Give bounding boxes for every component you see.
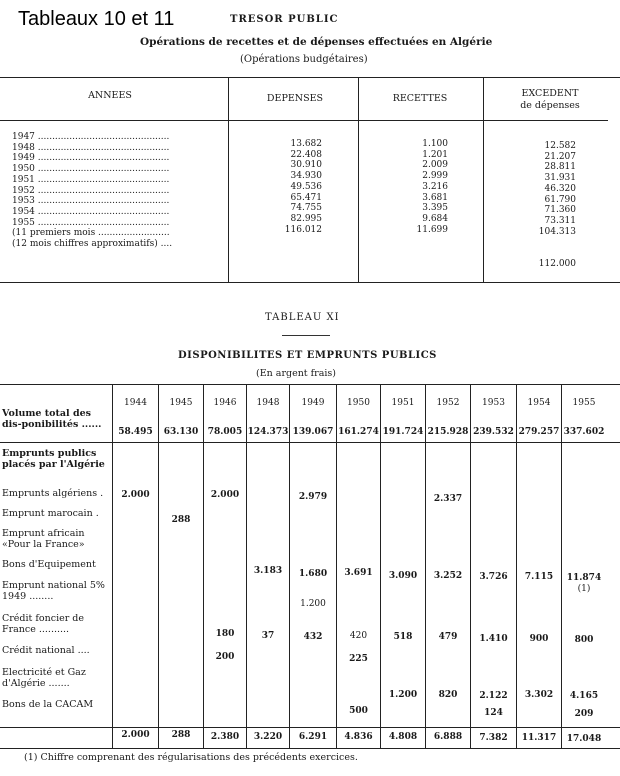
year-header: 1946 xyxy=(213,398,237,408)
table-rule xyxy=(0,442,620,443)
row-label: Electricité et Gaz d'Algérie ....... xyxy=(2,667,86,689)
excedent-cell: 73.311 xyxy=(544,215,576,226)
total-cell: 4.836 xyxy=(344,732,373,742)
year-header: 1954 xyxy=(527,398,551,408)
year-row: 1955 .............................................. xyxy=(12,217,170,228)
table-cell: 1.200 xyxy=(388,690,418,700)
year-row: 1948 .............................................. xyxy=(12,142,170,153)
footnote-ref: (1) xyxy=(577,584,591,594)
depenses-column xyxy=(256,139,322,235)
tresor-table xyxy=(0,77,620,283)
year-header: 1950 xyxy=(347,398,370,408)
total-cell: 288 xyxy=(171,730,191,740)
row-label: Emprunts algériens . xyxy=(2,488,104,499)
excedent-cell: 21.207 xyxy=(544,151,576,162)
excedent-cell: 46.320 xyxy=(544,183,576,194)
volume-cell: 58.495 xyxy=(118,427,153,437)
recettes-cell: 9.684 xyxy=(422,213,448,224)
table-cell: 820 xyxy=(438,690,458,700)
table-cell: 3.090 xyxy=(388,571,418,581)
column-divider xyxy=(289,384,290,748)
table-cell: 2.122 xyxy=(479,691,508,701)
row-label: Emprunt marocain . xyxy=(2,508,99,519)
volume-cell: 215.928 xyxy=(427,427,469,437)
table-rule xyxy=(0,384,620,385)
row-label: Emprunt africain «Pour la France» xyxy=(2,528,85,550)
tresor-subtitle-2: (Opérations budgétaires) xyxy=(240,54,368,65)
depenses-cell: 82.995 xyxy=(290,213,322,224)
total-cell: 7.382 xyxy=(479,733,508,743)
recettes-cell: 1.201 xyxy=(422,149,448,160)
header-excedent-sub: de dépenses xyxy=(520,100,580,111)
volume-cell: 337.602 xyxy=(563,427,605,437)
recettes-cell: 11.699 xyxy=(416,224,448,235)
table-cell: 3.302 xyxy=(524,690,554,700)
footnote: (1) Chiffre comprenant des régularisations des précédents exercices. xyxy=(24,752,358,763)
header-depenses: DEPENSES xyxy=(266,93,324,104)
depenses-cell: 22.408 xyxy=(290,149,322,160)
table-cell: 2.000 xyxy=(121,490,150,500)
tableau-xi-title: DISPONIBILITES ET EMPRUNTS PUBLICS xyxy=(178,350,437,361)
table-cell: 3.183 xyxy=(253,566,283,576)
header-recettes: RECETTES xyxy=(392,93,448,104)
year-row: 1947 .............................................. xyxy=(12,132,170,142)
row-label: Crédit foncier de France .......... xyxy=(2,613,84,635)
volume-cell: 161.274 xyxy=(338,427,379,437)
excedent-cell: 12.582 xyxy=(544,141,576,151)
tableau-xi-subtitle: (En argent frais) xyxy=(256,368,336,379)
table-cell: 37 xyxy=(261,631,275,641)
volume-cell: 191.724 xyxy=(382,427,424,437)
year-row: 1951 .............................................. xyxy=(12,174,170,185)
year-row: (11 premiers mois ......................... xyxy=(12,228,170,239)
total-cell: 3.220 xyxy=(253,732,283,742)
recettes-cell: 2.999 xyxy=(422,171,448,182)
excedent-12-mois: 112.000 xyxy=(538,259,576,269)
depenses-cell: 34.930 xyxy=(290,171,322,182)
year-row: 1949 .............................................. xyxy=(12,153,170,164)
recettes-cell: 3.216 xyxy=(422,181,448,192)
table-cell: 420 xyxy=(349,631,368,641)
table-rule xyxy=(0,120,608,121)
volume-cell: 139.067 xyxy=(292,427,334,437)
year-row: (12 mois chiffres approximatifs) .... xyxy=(12,239,173,250)
depenses-cell: 30.910 xyxy=(290,160,322,171)
total-cell: 6.888 xyxy=(433,732,463,742)
page-label: Tableaux 10 et 11 xyxy=(18,8,175,30)
table-cell: 800 xyxy=(574,635,594,645)
column-divider xyxy=(203,384,204,748)
table-rule xyxy=(0,77,620,78)
table-cell: 11.874 xyxy=(566,573,602,583)
volume-cell: 63.130 xyxy=(163,427,199,437)
year-header: 1951 xyxy=(391,398,415,408)
recettes-cell: 1.100 xyxy=(422,139,448,149)
column-divider xyxy=(483,77,484,282)
table-cell: 500 xyxy=(349,706,368,716)
excedent-cell: 61.790 xyxy=(544,194,576,205)
table-cell: 288 xyxy=(171,515,191,525)
depenses-cell: 74.755 xyxy=(290,203,322,214)
column-divider xyxy=(358,77,359,282)
table-cell: 2.337 xyxy=(433,494,463,504)
excedent-cell: 28.811 xyxy=(544,162,576,173)
table-cell: 209 xyxy=(574,709,594,719)
recettes-cell: 2.009 xyxy=(422,160,448,171)
table-cell: 225 xyxy=(349,654,368,664)
table-cell: 2.000 xyxy=(210,490,240,500)
table-rule xyxy=(0,748,620,749)
table-cell: 432 xyxy=(303,632,323,642)
total-cell: 17.048 xyxy=(566,734,602,744)
table-cell: 1.200 xyxy=(300,599,326,609)
years-column xyxy=(12,132,172,250)
year-row: 1953 .............................................. xyxy=(12,196,170,207)
table-cell: 3.726 xyxy=(479,572,508,582)
total-cell: 2.380 xyxy=(210,732,240,742)
volume-cell: 279.257 xyxy=(518,427,560,437)
table-cell: 479 xyxy=(438,632,458,642)
recettes-cell: 3.395 xyxy=(422,203,448,214)
header-annees: ANNEES xyxy=(88,90,132,101)
table-cell: 3.691 xyxy=(344,568,373,578)
volume-cell: 124.373 xyxy=(247,427,289,437)
table-cell: 1.410 xyxy=(479,634,508,644)
row-label: Bons de la CACAM xyxy=(2,699,94,710)
year-row: 1954 .............................................. xyxy=(12,206,170,217)
table-cell: 3.252 xyxy=(433,571,463,581)
table-rule xyxy=(0,282,620,283)
table-cell: 124 xyxy=(484,708,503,718)
row-label: Bons d'Equipement xyxy=(2,559,96,570)
volume-cell: 78.005 xyxy=(207,427,243,437)
section-label: Emprunts publics placés par l'Algérie xyxy=(2,448,105,470)
volume-cell: 239.532 xyxy=(473,427,514,437)
table-cell: 180 xyxy=(215,629,235,639)
year-row: 1950 .............................................. xyxy=(12,164,170,175)
excedent-cell: 71.360 xyxy=(544,205,576,216)
excedent-cell: 104.313 xyxy=(538,226,576,237)
year-header: 1949 xyxy=(301,398,325,408)
table-cell: 7.115 xyxy=(524,572,554,582)
disponibilites-table xyxy=(0,384,620,756)
tableau-xi-label: TABLEAU XI xyxy=(265,312,340,323)
column-divider xyxy=(158,384,159,748)
year-header: 1953 xyxy=(482,398,505,408)
table-cell: 1.680 xyxy=(298,569,328,579)
table-cell: 518 xyxy=(393,632,413,642)
year-header: 1944 xyxy=(124,398,147,408)
column-divider xyxy=(112,384,113,748)
depenses-cell: 13.682 xyxy=(290,139,322,149)
depenses-cell: 49.536 xyxy=(290,181,322,192)
recettes-cell: 3.681 xyxy=(422,192,448,203)
recettes-column xyxy=(392,139,448,235)
table-cell: 200 xyxy=(215,652,235,662)
total-cell: 6.291 xyxy=(298,732,328,742)
volume-label: Volume total des dis-ponibilités ...... xyxy=(2,408,102,430)
table-rule xyxy=(0,727,620,728)
row-label: Emprunt national 5% 1949 ........ xyxy=(2,580,105,602)
year-row: 1952 .............................................. xyxy=(12,185,170,196)
tresor-subtitle: Opérations de recettes et de dépenses effectuées en Algérie xyxy=(140,36,493,48)
total-cell: 4.808 xyxy=(388,732,418,742)
table-cell: 900 xyxy=(529,634,549,644)
excedent-cell: 31.931 xyxy=(544,173,576,184)
row-label: Crédit national .... xyxy=(2,645,90,656)
depenses-cell: 65.471 xyxy=(290,192,322,203)
year-header: 1952 xyxy=(436,398,460,408)
year-header: 1948 xyxy=(256,398,280,408)
tresor-title: TRESOR PUBLIC xyxy=(230,14,339,25)
header-excedent: EXCEDENT xyxy=(521,88,579,99)
year-header: 1945 xyxy=(169,398,193,408)
total-cell: 2.000 xyxy=(121,730,150,740)
depenses-cell: 116.012 xyxy=(284,224,322,235)
table-cell: 4.165 xyxy=(569,691,599,701)
excedent-column xyxy=(518,141,576,237)
column-divider xyxy=(228,77,229,282)
column-divider xyxy=(336,384,337,748)
total-cell: 11.317 xyxy=(521,733,557,743)
table-cell: 2.979 xyxy=(298,492,328,502)
title-rule xyxy=(282,335,330,336)
year-header: 1955 xyxy=(572,398,596,408)
